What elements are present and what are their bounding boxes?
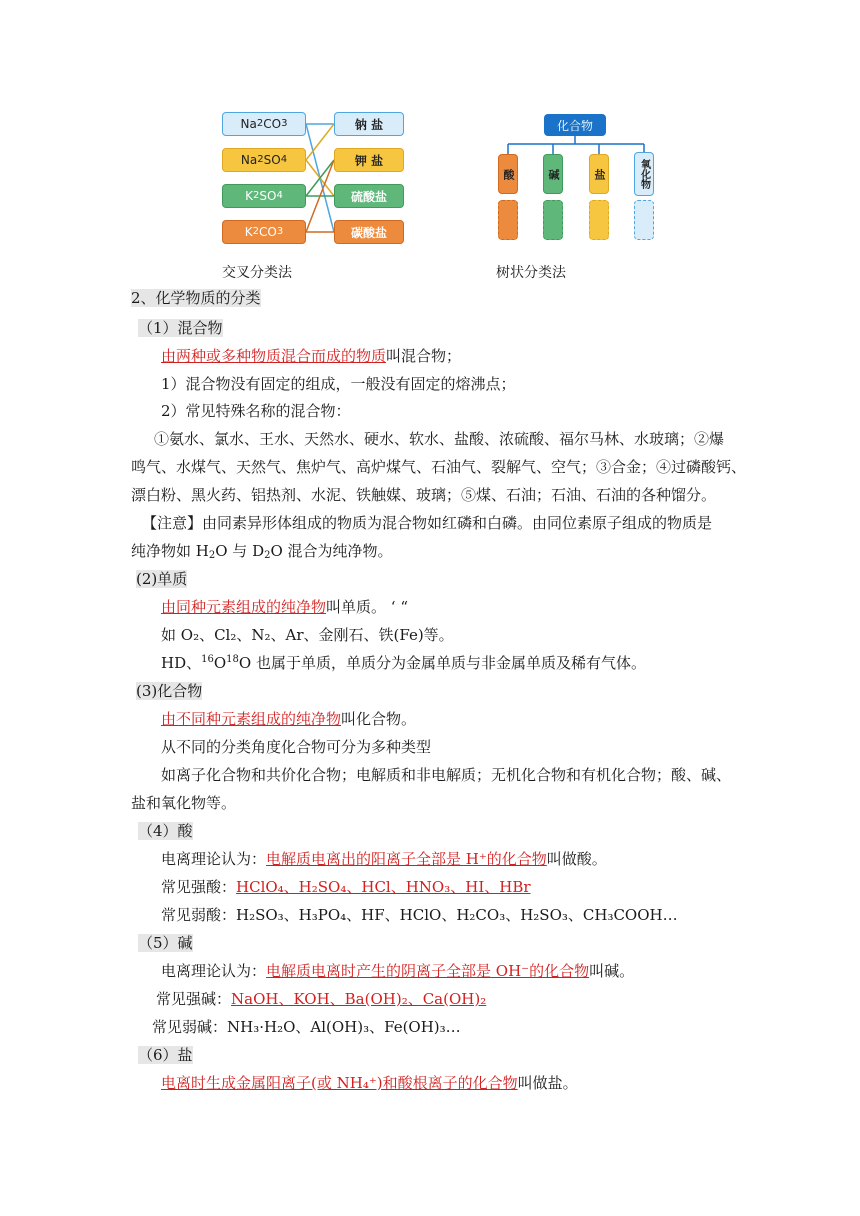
salt-definition: 电离时生成金属阳离子(或 NH₄⁺)和酸根离子的化合物叫做盐。: [161, 1074, 578, 1092]
tree-oxide: 氧化物: [634, 152, 654, 196]
mixture-definition: 由两种或多种物质混合而成的物质叫混合物；: [161, 347, 462, 365]
compound-line-2: 如离子化合物和共价化合物；电解质和非电解质；无机化合物和有机化合物；酸、碱、: [161, 766, 732, 784]
acid-heading: （4）酸: [138, 822, 193, 840]
mixture-list-line-3: 漂白粉、黑火药、铝热剂、水泥、铁触媒、玻璃；⑤煤、石油；石油、石油的各种馏分。: [131, 486, 717, 504]
cross-left-k2co3: K 2 CO 3: [222, 220, 306, 244]
strong-bases: 常见强碱：NaOH、KOH、Ba(OH)₂、Ca(OH)₂: [156, 990, 487, 1008]
mixture-list-line-1: ①氨水、氯水、王水、天然水、硬水、软水、盐酸、浓硫酸、福尔马林、水玻璃；②爆: [154, 430, 725, 448]
compound-line-3: 盐和氧化物等。: [131, 794, 237, 812]
strong-acids: 常见强酸：HClO₄、H₂SO₄、HCl、HNO₃、HI、HBr: [161, 878, 531, 896]
element-examples: 如 O₂、Cl₂、N₂、Ar、金刚石、铁(Fe)等。: [161, 626, 454, 644]
tree-salt-sub: [589, 200, 609, 240]
note-line-1: 【注意】由同素异形体组成的物质为混合物如红磷和白磷。由同位素原子组成的物质是: [142, 514, 713, 532]
tree-acid-sub: [498, 200, 518, 240]
base-definition: 电离理论认为：电解质电离时产生的阴离子全部是 OH⁻的化合物叫碱。: [161, 962, 635, 980]
base-heading: （5）碱: [138, 934, 193, 952]
tree-classification-diagram: [494, 108, 664, 248]
tree-root: 化合物: [544, 114, 606, 136]
cross-right-sodium-salt: 钠 盐: [334, 112, 404, 136]
compound-heading: (3)化合物: [136, 682, 203, 700]
salt-heading: （6）盐: [138, 1046, 193, 1064]
element-definition: 由同种元素组成的纯净物叫单质。 ‘ “: [161, 598, 408, 616]
mixture-point-2: 2）常见特殊名称的混合物：: [161, 402, 351, 420]
cross-left-na2co3: Na 2 CO 3: [222, 112, 306, 136]
cross-classification-diagram: [218, 108, 408, 248]
tree-acid: 酸: [498, 154, 518, 194]
tree-caption: 树状分类法: [496, 265, 566, 281]
tree-base-sub: [543, 200, 563, 240]
cross-right-carbonate: 碳酸盐: [334, 220, 404, 244]
cross-left-k2so4: K 2 SO 4: [222, 184, 306, 208]
tree-base: 碱: [543, 154, 563, 194]
element-hd-line: HD、$^{16}O^{18}O$ 也属于单质，单质分为金属单质与非金属单质及稀有气体。: [161, 654, 646, 672]
cross-right-sulfate: 硫酸盐: [334, 184, 404, 208]
mixture-point-1: 1）混合物没有固定的组成，一般没有固定的熔沸点；: [161, 375, 516, 393]
mixture-list-line-2: 鸣气、水煤气、天然气、焦炉气、高炉煤气、石油气、裂解气、空气；③合金；④过磷酸钙、: [131, 458, 747, 476]
compound-definition: 由不同种元素组成的纯净物叫化合物。: [161, 710, 417, 728]
acid-definition: 电离理论认为：电解质电离出的阳离子全部是 H⁺的化合物叫做酸。: [161, 850, 607, 868]
cross-left-na2so4: Na 2 SO 4: [222, 148, 306, 172]
weak-bases: 常见弱碱：NH₃·H₂O、Al(OH)₃、Fe(OH)₃…: [152, 1018, 461, 1036]
compound-line-1: 从不同的分类角度化合物可分为多种类型: [161, 738, 432, 756]
element-heading: (2)单质: [136, 570, 188, 588]
weak-acids: 常见弱酸：H₂SO₃、H₃PO₄、HF、HClO、H₂CO₃、H₂SO₃、CH₃COOH…: [161, 906, 678, 924]
section-2-heading: 2、化学物质的分类: [131, 289, 261, 307]
cross-right-potassium-salt: 钾 盐: [334, 148, 404, 172]
tree-salt: 盐: [589, 154, 609, 194]
note-line-2: 纯净物如 $H_2O$ 与 $D_2O$ 混合为纯净物。: [131, 542, 393, 561]
cross-caption: 交叉分类法: [222, 265, 292, 281]
tree-oxide-sub: [634, 200, 654, 240]
mixture-heading: （1）混合物: [138, 319, 223, 337]
